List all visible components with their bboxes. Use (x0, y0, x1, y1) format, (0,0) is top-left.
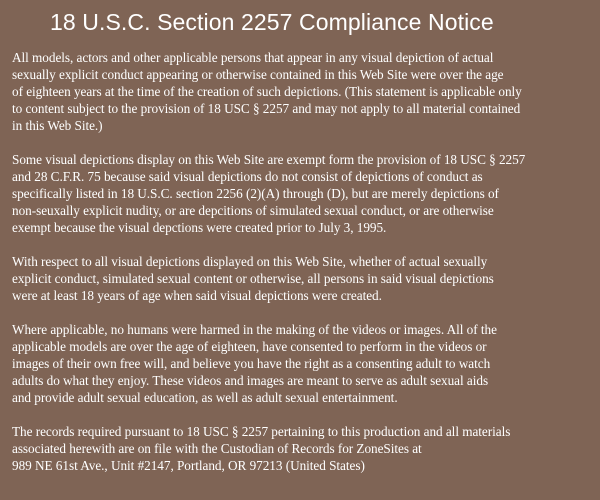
text-line: Some visual depictions display on this Web Site are exempt form the provision of 18 USC § 2257 (12, 152, 526, 167)
text-line: sexually explicit conduct appearing or otherwise contained in this Web Site were over the age (12, 67, 504, 82)
notice-body (12, 49, 590, 474)
text-line: All models, actors and other applicable persons that appear in any visual depiction of actual (12, 50, 494, 65)
paragraph-all-depictions (12, 253, 590, 304)
paragraph-consent (12, 321, 590, 406)
custodian-address: 989 NE 61st Ave., Unit #2147, Portland, OR 97213 (United States) (12, 458, 365, 473)
paragraph-exemption (12, 151, 590, 236)
text-line: specifically listed in 18 U.S.C. section 2256 (2)(A) through (D), but are merely depictions of (12, 186, 499, 201)
text-line: to content subject to the provision of 18 USC § 2257 and may not apply to all material contained (12, 101, 521, 116)
text-line: The records required pursuant to 18 USC § 2257 pertaining to this production and all materials (12, 424, 511, 439)
text-line: associated herewith are on file with the Custodian of Records for ZoneSites at (12, 441, 422, 456)
text-line: non-seuxally explicit nudity, or are depcitions of simulated sexual conduct, or are otherwise (12, 203, 494, 218)
text-line: images of their own free will, and believe you have the right as a consenting adult to watch (12, 356, 491, 371)
text-line: Where applicable, no humans were harmed in the making of the videos or images. All of the (12, 322, 497, 337)
text-line: explicit conduct, simulated sexual content or otherwise, all persons in said visual depictions (12, 271, 494, 286)
text-line: exempt because the visual depctions were created prior to July 3, 1995. (12, 220, 387, 235)
text-line: were at least 18 years of age when said visual depictions were created. (12, 288, 382, 303)
text-line: and 28 C.F.R. 75 because said visual depictions do not consist of depictions of conduct as (12, 169, 483, 184)
text-line: and provide adult sexual education, as well as adult sexual entertainment. (12, 390, 398, 405)
text-line: With respect to all visual depictions displayed on this Web Site, whether of actual sexually (12, 254, 488, 269)
text-line: applicable models are over the age of eighteen, have consented to perform in the videos or (12, 339, 487, 354)
page-title: 18 U.S.C. Section 2257 Compliance Notice (50, 9, 494, 35)
paragraph-age-statement (12, 49, 590, 134)
text-line: of eighteen years at the time of the creation of such depictions. (This statement is applicable only (12, 84, 522, 99)
paragraph-records-custodian (12, 423, 590, 474)
text-line: adults do what they enjoy. These videos and images are meant to serve as adult sexual aids (12, 373, 489, 388)
text-line: in this Web Site.) (12, 118, 103, 133)
